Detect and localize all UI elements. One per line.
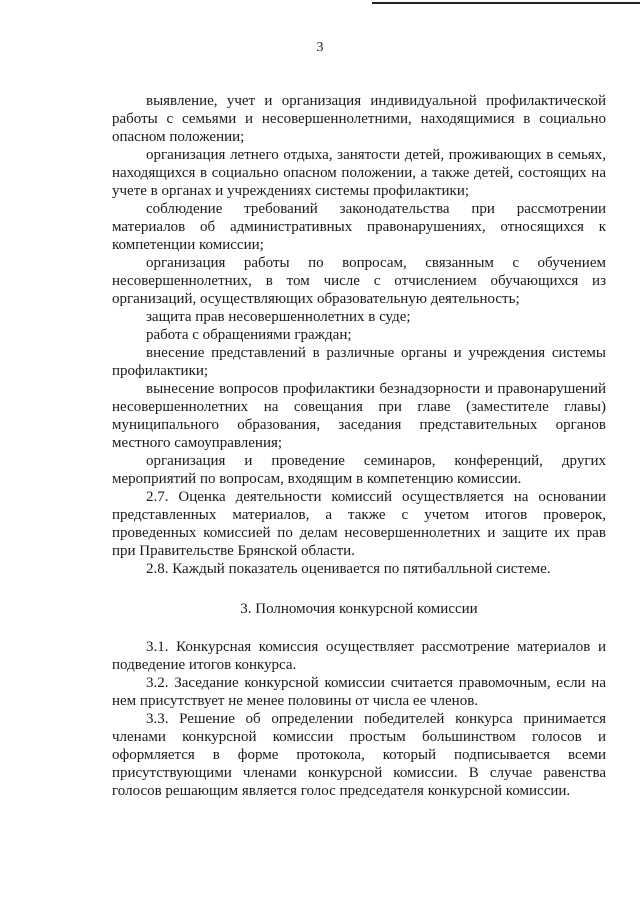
paragraph: работа с обращениями граждан; [146,327,352,343]
section-heading: 3. Полномочия конкурсной комиссии [240,601,478,617]
scan-edge-line [372,2,640,4]
paragraph: 3.1. Конкурсная комиссия осуществляет рассмотрение материалов и подведение итогов конкурса. [112,639,606,673]
paragraph: 3.3. Решение об определении победителей конкурса принимается членами конкурсной комиссии простым большинством голосов и оформляется в форме протокола, который подписывается всеми присутствующими членами конкурсной комиссии. В случае равенства голосов решающим является голос председателя конкурсной комиссии. [112,711,606,799]
paragraph: 3.2. Заседание конкурсной комиссии считается правомочным, если на нем присутствует не менее половины от числа ее членов. [112,675,606,709]
paragraph: 2.8. Каждый показатель оценивается по пятибалльной системе. [146,561,551,577]
document-body [112,92,606,800]
paragraph: организация летнего отдыха, занятости детей, проживающих в семьях, находящихся в социально опасном положении, а также детей, состоящих на учете в органах и учреждениях системы профилактики; [112,147,606,199]
paragraph: 2.7. Оценка деятельности комиссий осуществляется на основании представленных материалов, а также с учетом итогов проверок, проведенных комиссией по делам несовершеннолетних и защите их прав при Правительстве Брянской области. [112,489,606,559]
paragraph: внесение представлений в различные органы и учреждения системы профилактики; [112,345,606,379]
paragraph: организация работы по вопросам, связанным с обучением несовершеннолетних, в том числе с отчислением обучающихся из организаций, осуществляющих образовательную деятельность; [112,255,606,307]
paragraph: соблюдение требований законодательства при рассмотрении материалов об административных правонарушениях, относящихся к компетенции комиссии; [112,201,606,253]
paragraph: вынесение вопросов профилактики безнадзорности и правонарушений несовершеннолетних на совещания при главе (заместителе главы) муниципального образования, заседания представительных органов местного самоуправления; [112,381,606,451]
paragraph: защита прав несовершеннолетних в суде; [146,309,411,325]
page-number: 3 [316,40,324,55]
paragraph: выявление, учет и организация индивидуальной профилактической работы с семьями и несовершеннолетними, находящимися в социально опасном положении; [112,93,606,145]
paragraph: организация и проведение семинаров, конференций, других мероприятий по вопросам, входящим в компетенцию комиссии. [112,453,606,487]
